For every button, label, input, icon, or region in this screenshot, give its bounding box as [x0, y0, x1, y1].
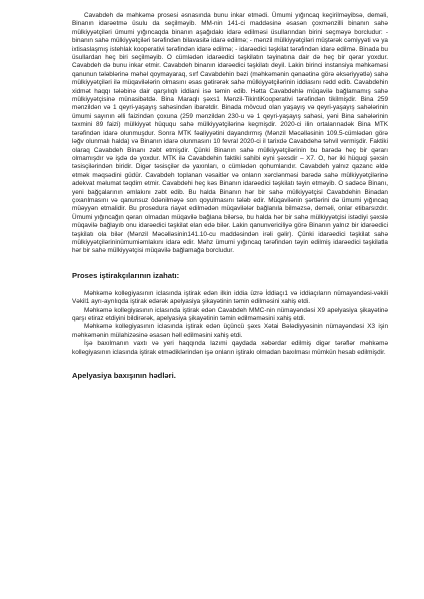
section-heading-explanations: Proses iştirakçılarının izahatı:	[72, 270, 180, 280]
section-heading-appeal-limits: Apelyasiya baxışının hədləri.	[72, 371, 176, 381]
explanation-paragraph-4: İşə baxılmanın vaxtı və yeri haqqında lazımi qaydada xəbərdar edilmiş digər tərəflər məhkəmə kollegiyasının iclasında iştirak etmədiklərindən işə onların iştirakı olmadan baxılması mümkün hesab edilmişdir.	[72, 340, 388, 356]
explanation-paragraph-3: Məhkəmə kollegiyasının iclasında iştirak edən üçüncü şəxs Xətai Bələdiyyəsinin nümayəndəsi X3 işin məhkəmənin mülahizəsinə əsasən həll edilməsini xahiş etdi.	[72, 323, 388, 339]
explanation-paragraph-2: Məhkəmə kollegiyasının iclasında iştirak edən Cavabdeh MMC-nin nümayəndəsi X9 apelyasiya şikayətinə qarşı etiraz etdiyini bildirərək, apelyasiya şikayətinin təmin edilməməsini xahiş etdi.	[72, 306, 388, 322]
explanation-paragraph-1: Məhkəmə kollegiyasının iclasında iştirak edən ilkin iddia üzrə İddiaçı1 və iddiaçıların nümayəndəsi-vəkili Vəkil1 ayrı-ayrılıqda iştirak edərək apelyasiya şikayətinin təmin edilməsini xahiş etdi.	[72, 289, 388, 306]
main-paragraph: Cavabdeh də məhkəmə prosesi əsnasında bunu inkar etmədi. Ümumi yığıncaq keçirilməyibsə, deməli, Binanın idarəetmə üsulu da seçilməyib. MM-nin 141-ci maddəsinə əsasən çoxmənzilli binanın sahə mülkiyyətçiləri ümumi yığıncaqda binanın aşağıdakı idarə edilməsi üsullarından birini seçməyə borcludur: - binanın sahə mülkiyyətçiləri tərəfindən bilavasitə idarə edilmə; - mənzil mülkiyyətçiləri müştərək cəmiyyəti və ya ixtisaslaşmış istehlak kooperativi tərəfindən idarə edilmə; - idarəedici təşkilat tərəfindən idarə edilmə. Binada bu üsullardan heç biri seçilməyib. O cümlədən idarəedici təşkilatın təyinatına dair də heç bir qərar yoxdur. Cavabdeh də bunu inkar etmir. Cavabdeh binanın idarəedici təşkilatı deyil. Lakin birinci instansiya məhkəməsi qanunun tələblərinə məhəl qoymayaraq, sırf Cavabdehin bəzi (məhkəmənin qənaətinə görə əksəriyyətlə) sahə mülkiyyətçiləri ilə müqavilələrin olmasını əsas gətirərək sahə mülkiyyətçilərinin iddiasını rədd edib. Cavabdehin xidmət haqqı tələbinə dair qarşılıqlı iddiani isə təmin edib. Hətta Cavabdehlə müqavilə bağlamamış sahə mülkiyyətçisinə münasibətdə. Bina Maraqlı şəxs1 Mənzil-TikintiKooperativi tərəfindən tikilmişdir. Bina 259 mənzildən və 1 qeyri-yaşayış sahəsindən ibarətdir. Binada mövcud olan yaşayış və qeyri-yaşayış sahələrinin ümumi sayının əlli faizindən çoxuna (259 mənzildən 230-u və 1 qeyri-yaşayış sahəsi, yəni Bina sahələrinin təxmini 89 faizi) mülkiyyət hüququ sahə mülkiyyətçilərinə keçmişdir. 2020-ci ilin ortalarınadək Bina MTK tərəfindən idarə olunmuşdur. Sonra MTK fəaliyyətini dayandırmış (Mənzil Məcəlləsinin 109.5-cümlədən görə ləğv olunmalı halda) və Binanın idarə olunmasını 10 fevral 2020-ci il tarixdə Cavabdehə təhvil vermişdir. Faktiki olaraq Cavabdeh Binanı zəbt etmişdir. Çünki Binanın sahə mülkiyyətçilərinin bu barədə heç bir qərarı olmamışdır və işdə də yoxdur. MTK ilə Cavabdehin faktiki sahibi eyni şəxsdir – X7. O, hər iki hüquqi şəxsin təsisçilərindən biridir. Digər təsisçilər də yaxınları, o cümlədən qohumlarıdır. Cavabdeh yalnız qazanc əldə etmək məqsədini güdür. Cavabdeh toplanan vəsaitlər və onların xərclənməsi barədə sahə mülkiyyətçilərinə adekvat məlumat təqdim etmir. Cavabdehi heç kəs Binanın idarəedici təşkilatı təyin etməyib. O sadəcə Binanı, yeni bağçalarının əmlakını zəbt edib. Bu halda Binanın hər bir sahə mülkiyyətçisi Cavabdehin Binadan çıxarılmasını və qanunsuz ödənilməyə son qoyulmasını tələb edir. Müqavilənin şərtlərini də ümumi yığıncaq müəyyən etmalidir. Bu prosedura riayət edilmədən müqavilələr bağlanıla bilməzsə, deməli, onlar etibarsızdır. Ümumi yığıncağın qərarı olmadan müqavilə bağlana bilərsə, bu halda hər bir sahə mülkiyyətçisi istədiyi şəxslə müqavilə bağlayıb onu idarəedici təşkilat elan edə bilər. Lakin qanunvericiliyə görə Binanın yalnız bir idarəedici təşkilatı ola bilər (Mənzil Məcəlləsinin141.10-cu maddəsindən irəli gəlir). Çünki idarəedici təşkilat sahə mülkiyyətçilərininümumiəmlakını idarə edir. Məhz ümumi yığıncaq tərəfindən təyin edilmiş idarəedici təşkilatla hər bir sahə mülkiyyətçisi müqavilə bağlamağa borcludur.	[72, 12, 388, 255]
